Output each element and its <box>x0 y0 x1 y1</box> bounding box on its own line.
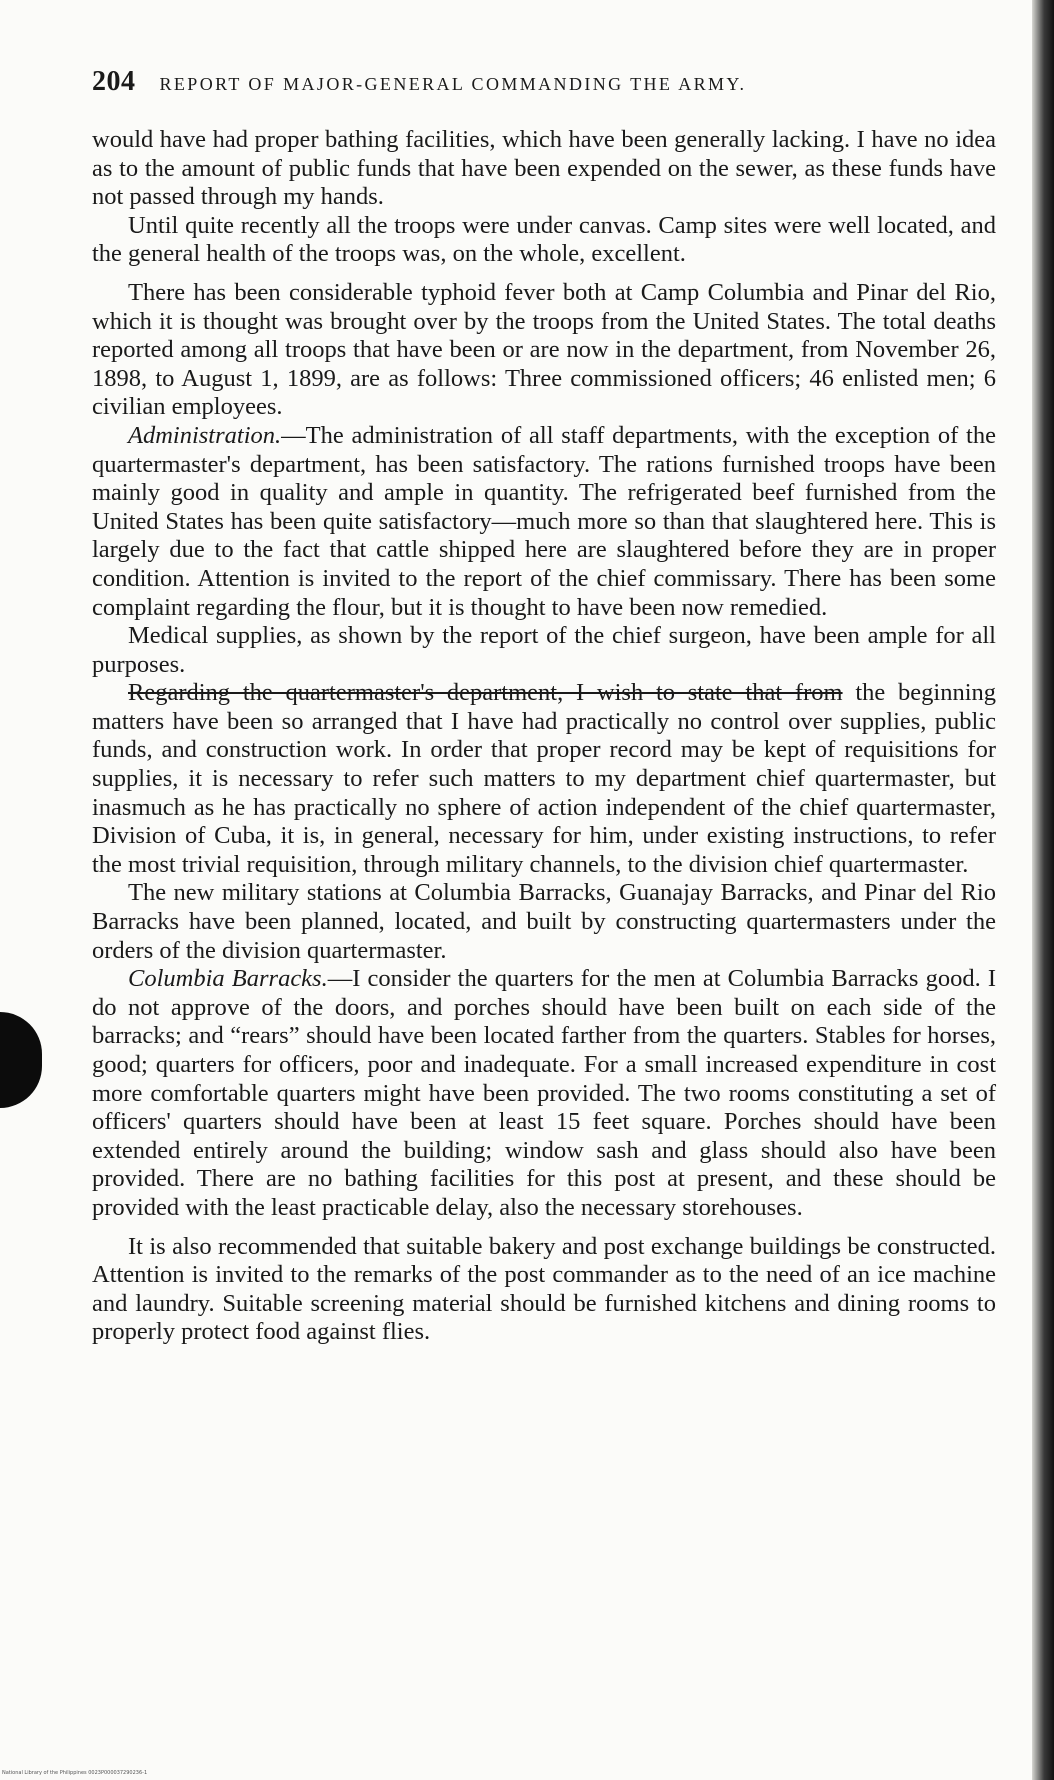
paragraph-military-stations <box>92 879 996 965</box>
scan-shadow-mark <box>0 1012 42 1108</box>
page-number: 204 <box>92 66 136 97</box>
body-text <box>92 126 996 1347</box>
page-edge-shadow <box>1032 0 1054 1780</box>
paragraph-columbia-barracks <box>92 965 996 1222</box>
paragraph-administration <box>92 422 996 622</box>
paragraph-continuation <box>92 126 996 212</box>
paragraph-recommendations <box>92 1233 996 1347</box>
paragraph-quartermaster <box>92 679 996 879</box>
paragraph-text: There has been considerable typhoid fever both at Camp Columbia and Pinar del Rio, which it is thought was brought over by the troops from the United States. The total deaths reported among all troops that have been or are now in the department, from November 26, 1898, to August 1, 1899, are as follows: Three commissioned officers; 46 enlisted men; 6 civilian employees. <box>92 278 996 421</box>
section-heading-administration: Administration. <box>128 421 282 449</box>
struck-through-text: Regarding the quartermaster's department, I wish to state that from <box>128 679 843 707</box>
paragraph-typhoid <box>92 279 996 422</box>
scan-credit: National Library of the Philippines 0023P000037290236-1 <box>2 1770 148 1776</box>
paragraph-camp-sites <box>92 212 996 269</box>
paragraph-text: It is also recommended that suitable bakery and post exchange buildings be constructed. Attention is invited to the remarks of the post commander as to the need of an ice machine and laundry. Suitable screening material should be furnished kitchens and dining rooms to properly protect food against flies. <box>92 1232 996 1346</box>
paragraph-text: Medical supplies, as shown by the report of the chief surgeon, have been ample for all purposes. <box>92 622 996 678</box>
paragraph-text: The new military stations at Columbia Barracks, Guanajay Barracks, and Pinar del Rio Barracks have been planned, located, and built by constructing quartermasters under the orders of the division quartermaster. <box>92 879 996 964</box>
running-head: REPORT OF MAJOR-GENERAL COMMANDING THE ARMY. <box>159 74 747 94</box>
paragraph-text: would have had proper bathing facilities, which have been generally lacking. I have no idea as to the amount of public funds that have been expended on the sewer, as these funds have not passed through my hands. <box>92 126 996 211</box>
section-heading-columbia-barracks: Columbia Barracks. <box>128 965 328 993</box>
paragraph-text: —The administration of all staff departments, with the exception of the quartermaster's department, has been satisfactory. The rations furnished troops have been mainly good in quality and ample in quantity. The refrigerated beef furnished from the United States has been quite satisfactory—much more so than that slaughtered here. This is largely due to the fact that cattle shipped here are slaughtered before they are in proper condition. Attention is invited to the report of the chief commissary. There has been some complaint regarding the flour, but it is thought to have been now remedied. <box>92 421 996 621</box>
paragraph-text: Until quite recently all the troops were under canvas. Camp sites were well located, and the general health of the troops was, on the whole, excellent. <box>92 211 996 268</box>
paragraph-text: the beginning matters have been so arranged that I have had practically no control over supplies, public funds, and construction work. In order that proper record may be kept of requisitions for supplies, it is necessary to refer such matters to my department chief quartermaster, but inasmuch as he has practically no sphere of action independent of the chief quartermaster, Division of Cuba, it is, in general, necessary for him, under existing instructions, to refer the most trivial requisition, through military channels, to the division chief quartermaster. <box>92 679 997 878</box>
paragraph-text: —I consider the quarters for the men at Columbia Barracks good. I do not approve of the doors, and porches should have been built on each side of the barracks; and “rears” should have been located farther from the quarters. Stables for horses, good; quarters for officers, poor and inadequate. For a small increased expenditure in cost more comfortable quarters might have been provided. The two rooms constituting a set of officers' quarters should have been at least 15 feet square. Porches should have been extended entirely around the building; window sash and glass should also have been provided. There are no bathing facilities for this post at present, and these should be provided with the least practicable delay, also the necessary storehouses. <box>92 965 997 1221</box>
paragraph-medical-supplies <box>92 622 996 679</box>
page-header <box>92 66 972 102</box>
